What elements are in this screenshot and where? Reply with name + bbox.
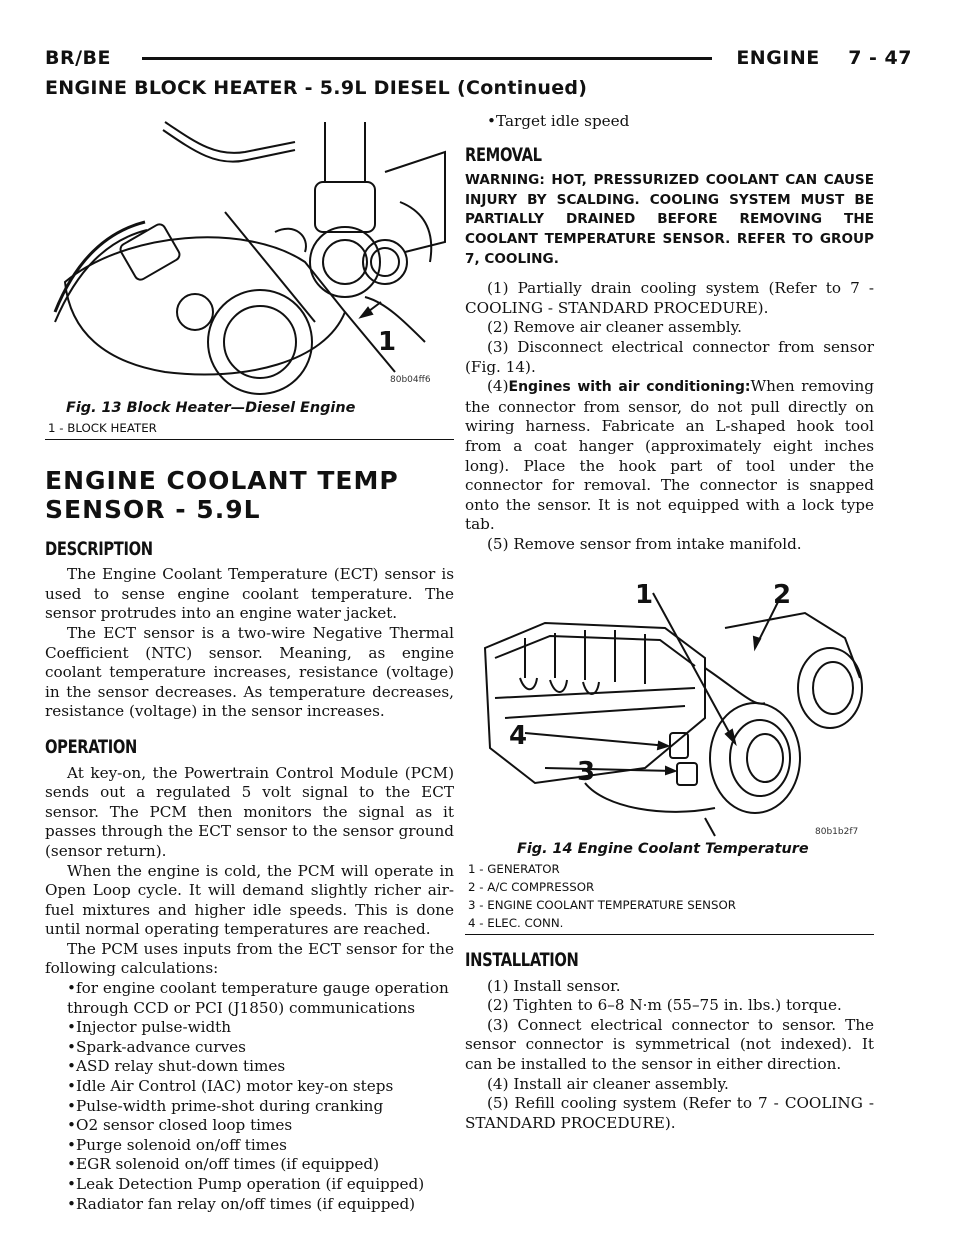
fig14-callout-4: 4 xyxy=(509,721,528,752)
list-item: • O2 sensor closed loop times xyxy=(45,1116,454,1136)
fig14-callout-3: 3 xyxy=(577,757,596,788)
installation-heading: INSTALLATION xyxy=(465,949,579,972)
section-title-line2: SENSOR - 5.9L xyxy=(45,494,261,524)
left-column xyxy=(45,112,454,1214)
right-column xyxy=(465,112,874,1133)
list-item: • Leak Detection Pump operation (if equipped) xyxy=(45,1175,454,1195)
fig14-ref-code: 80b1b2f7 xyxy=(815,827,859,838)
fig13-ref-code: 80b04ff6 xyxy=(390,375,431,385)
header-section-code: BR/BE xyxy=(45,47,112,69)
fig14-callout-2: 2 xyxy=(773,580,792,611)
coolant-sensor-illustration xyxy=(465,568,874,838)
fig14-caption: Fig. 14 Engine Coolant Temperature xyxy=(517,841,809,858)
operation-paragraph: At key-on, the Powertrain Control Module (PCM) sends out a regulated 5 volt signal to the ECT sensor. The PCM then monitors the signal as it passes through the ECT sensor to the sensor ground (sensor return). xyxy=(45,763,454,860)
operation-paragraph: When the engine is cold, the PCM will operate in Open Loop cycle. It will demand slightly richer air-fuel mixtures and higher idle speeds. This is done until normal operating temperatures are reached. xyxy=(45,861,454,939)
installation-step: (2) Tighten to 6–8 N·m (55–75 in. lbs.) torque. xyxy=(487,996,842,1015)
header-page-number: ENGINE 7 - 47 xyxy=(736,47,912,69)
list-item: • Target idle speed xyxy=(465,112,874,132)
removal-step: (2) Remove air cleaner assembly. xyxy=(487,318,742,337)
list-item: • Idle Air Control (IAC) motor key-on steps xyxy=(45,1077,454,1097)
removal-step: (3) Disconnect electrical connector from sensor (Fig. 14). xyxy=(465,337,874,376)
fig14-callout-1: 1 xyxy=(635,580,654,611)
continued-heading: ENGINE BLOCK HEATER - 5.9L DIESEL (Continued) xyxy=(45,77,588,99)
list-item: • Purge solenoid on/off times xyxy=(45,1136,454,1156)
removal-warning: WARNING: HOT, PRESSURIZED COOLANT CAN CAUSE INJURY BY SCALDING. COOLING SYSTEM MUST BE PARTIALLY DRAINED BEFORE REMOVING THE COOLANT TEMPERATURE SENSOR. REFER TO GROUP 7, COOLING. xyxy=(465,172,874,267)
removal-step: (5) Remove sensor from intake manifold. xyxy=(487,534,802,553)
installation-step: (1) Install sensor. xyxy=(487,976,621,995)
section-title-line1: ENGINE COOLANT TEMP xyxy=(45,465,399,495)
removal-heading: REMOVAL xyxy=(465,143,542,166)
fig13-rule xyxy=(45,439,454,440)
list-item: • EGR solenoid on/off times (if equipped) xyxy=(45,1155,454,1175)
fig13-callout-1: 1 xyxy=(378,327,397,357)
list-item: • ASD relay shut-down times xyxy=(45,1057,454,1077)
fig14-legend-item: 1 - GENERATOR xyxy=(468,862,560,877)
fig14-rule xyxy=(465,934,874,935)
figure-13 xyxy=(45,112,454,440)
figure-14 xyxy=(465,568,874,935)
list-item: • for engine coolant temperature gauge operation through CCD or PCI (J1850) communications xyxy=(45,979,454,1018)
description-paragraph: The Engine Coolant Temperature (ECT) sensor is used to sense engine coolant temperature. The sensor protrudes into an engine water jacket. xyxy=(45,565,454,623)
list-item: • Pulse-width prime-shot during cranking xyxy=(45,1097,454,1117)
removal-step-4: (4)Engines with air conditioning:When removing the connector from sensor, do not pull directly on wiring harness. Fabricate an L-shaped hook tool from a coat hanger (approximately eight inches long). Place the hook part of tool under the connector for removal. The connector is snapped onto the sensor. It is not equipped with a lock type tab. xyxy=(465,377,874,534)
fig14-legend-item: 3 - ENGINE COOLANT TEMPERATURE SENSOR xyxy=(468,898,736,913)
installation-step: (5) Refill cooling system (Refer to 7 - COOLING - STANDARD PROCEDURE). xyxy=(465,1094,874,1132)
list-item: • Spark-advance curves xyxy=(45,1038,454,1058)
removal-step: (1) Partially drain cooling system (Refer to 7 - COOLING - STANDARD PROCEDURE). xyxy=(465,279,874,317)
installation-step: (3) Connect electrical connector to sensor. The sensor connector is symmetrical (not indexed). It can be installed to the sensor in either direction. xyxy=(465,1015,874,1074)
fig14-legend-item: 4 - ELEC. CONN. xyxy=(468,916,564,931)
fig13-legend-item: 1 - BLOCK HEATER xyxy=(48,420,157,435)
section-title xyxy=(45,466,454,524)
description-heading: DESCRIPTION xyxy=(45,537,153,560)
header-rule xyxy=(142,57,712,60)
block-heater-illustration xyxy=(45,112,454,397)
operation-heading: OPERATION xyxy=(45,735,137,758)
calculation-list xyxy=(45,979,454,1214)
installation-step: (4) Install air cleaner assembly. xyxy=(487,1074,729,1093)
operation-paragraph: The PCM uses inputs from the ECT sensor for the following calculations: xyxy=(45,939,454,978)
list-item: • Injector pulse-width xyxy=(45,1018,454,1038)
fig13-caption: Fig. 13 Block Heater—Diesel Engine xyxy=(66,400,356,416)
description-paragraph: The ECT sensor is a two-wire Negative Thermal Coefficient (NTC) sensor. Meaning, as engine coolant temperature increases, resistance (voltage) in the sensor decreases. As temperature decreases, resistance (voltage) in the sensor increases. xyxy=(45,623,454,721)
list-item: • Radiator fan relay on/off times (if equipped) xyxy=(45,1195,454,1215)
fig14-legend-item: 2 - A/C COMPRESSOR xyxy=(468,880,595,895)
